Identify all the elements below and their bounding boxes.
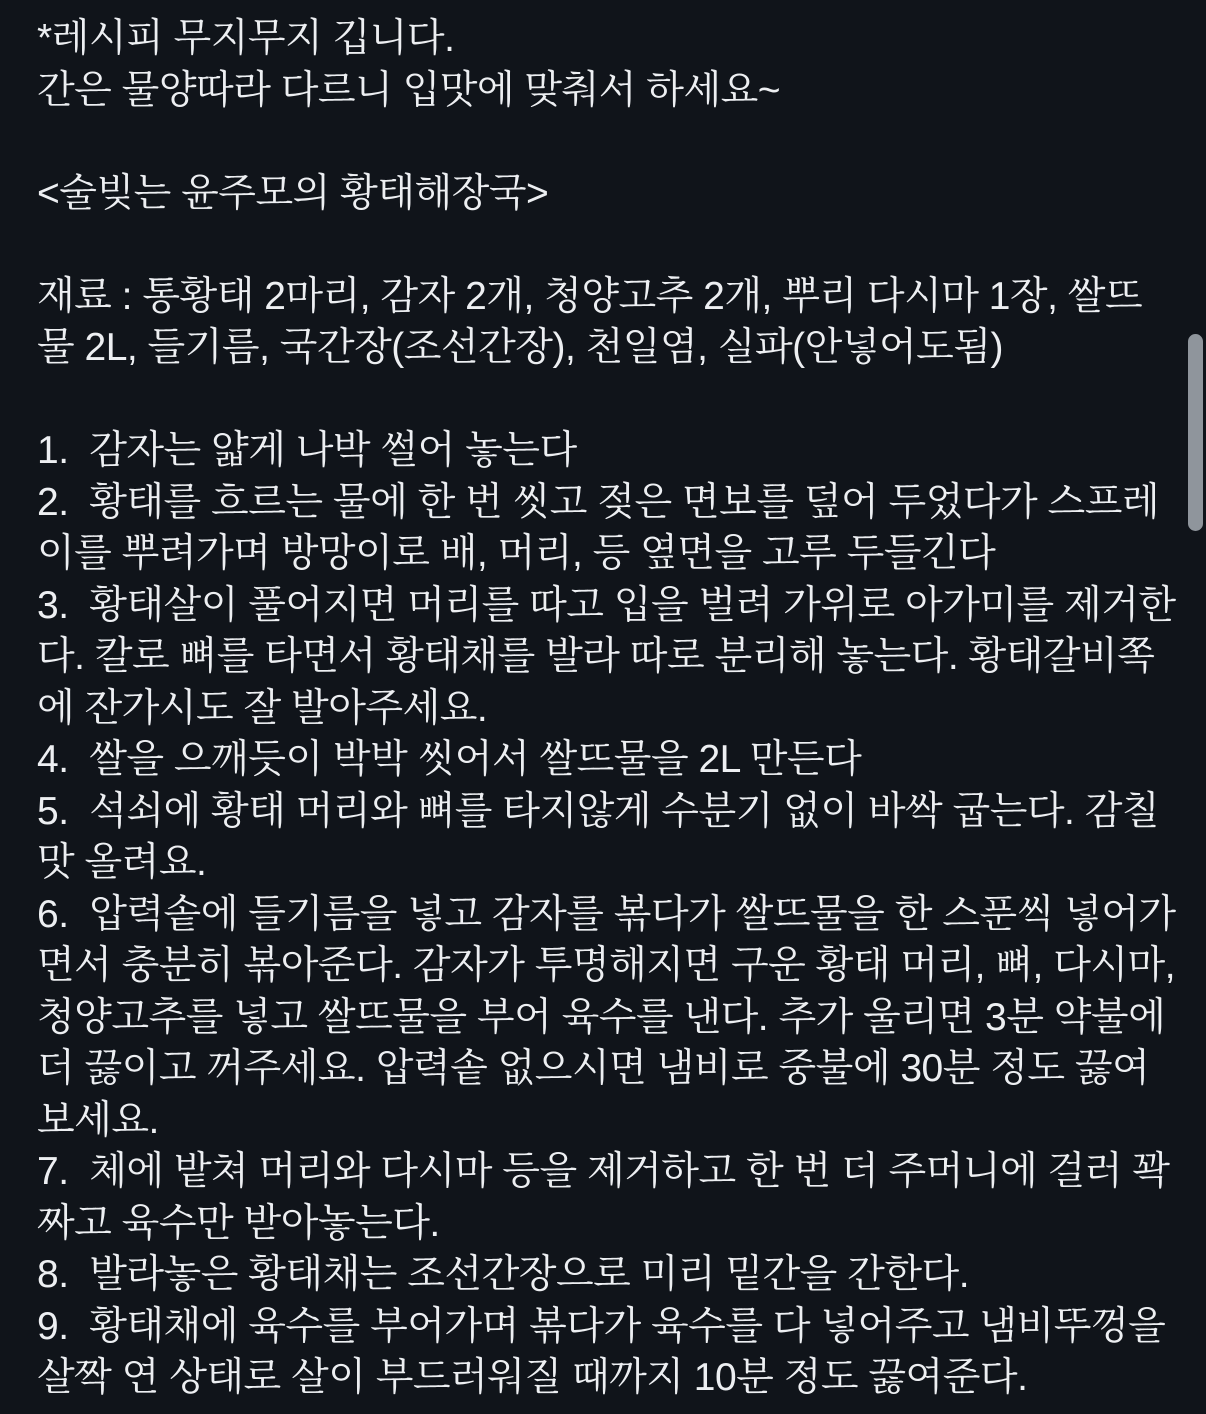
step-8: 8. 발라놓은 황태채는 조선간장으로 미리 밑간을 간한다. — [37, 1253, 970, 1296]
step-7-line-2: 짜고 육수만 받아놓는다. — [37, 1201, 440, 1245]
blank-line — [37, 116, 1172, 168]
note-line-1: *레시피 무지무지 깁니다. — [37, 17, 455, 60]
step-6-line-4: 더 끓이고 꺼주세요. 압력솥 없으시면 냄비로 중불에 30분 정도 끓여 — [37, 1047, 1150, 1090]
step-7-line-1: 7. 체에 밭쳐 머리와 다시마 등을 제거하고 한 번 더 주머니에 걸러 꽉 — [37, 1150, 1170, 1193]
ingredients-line-2: 물 2L, 들기름, 국간장(조선간장), 천일염, 실파(안넣어도됨) — [37, 326, 1004, 369]
step-6-line-2: 면서 충분히 볶아준다. 감자가 투명해지면 구운 황태 머리, 뼈, 다시마, — [37, 944, 1176, 987]
step-9-line-1: 9. 황태채에 육수를 부어가며 볶다가 육수를 다 넣어주고 냄비뚜껑을 — [37, 1304, 1166, 1348]
ingredients-line-1: 재료 : 통황태 2마리, 감자 2개, 청양고추 2개, 뿌리 다시마 1장, 쌀뜨 — [37, 274, 1143, 318]
step-9-line-2: 살짝 연 상태로 살이 부드러워질 때까지 10분 정도 끓여준다. — [37, 1356, 1028, 1399]
step-3-line-2: 다. 칼로 뼈를 타면서 황태채를 발라 따로 분리해 놓는다. 황태갈비쪽 — [37, 635, 1155, 678]
note-line-2: 간은 물양따라 다르니 입맛에 맞춰서 하세요~ — [37, 68, 781, 112]
step-3-line-1: 3. 황태살이 풀어지면 머리를 따고 입을 벌려 가위로 아가미를 제거한 — [37, 583, 1176, 627]
step-6-line-5: 보세요. — [37, 1098, 159, 1142]
step-6-line-1: 6. 압력솥에 들기름을 넣고 감자를 볶다가 쌀뜨물을 한 스푼씩 넣어가 — [37, 892, 1176, 936]
step-2-line-2: 이를 뿌려가며 방망이로 배, 머리, 등 옆면을 고루 두들긴다 — [37, 532, 996, 575]
scrollbar-thumb[interactable] — [1188, 334, 1203, 531]
step-5-line-1: 5. 석쇠에 황태 머리와 뼈를 타지않게 수분기 없이 바싹 굽는다. 감칠 — [37, 789, 1160, 833]
blank-line — [37, 374, 1172, 426]
step-1: 1. 감자는 얇게 나박 썰어 놓는다 — [37, 429, 577, 472]
blank-line — [37, 219, 1172, 271]
step-6-line-3: 청양고추를 넣고 쌀뜨물을 부어 육수를 낸다. 추가 울리면 3분 약불에 — [37, 995, 1166, 1039]
recipe-title: <술빚는 윤주모의 황태해장국> — [37, 171, 549, 215]
step-4: 4. 쌀을 으깨듯이 박박 씻어서 쌀뜨물을 2L 만든다 — [37, 738, 862, 781]
step-5-line-2: 맛 올려요. — [37, 841, 207, 884]
step-2-line-1: 2. 황태를 흐르는 물에 한 번 씻고 젖은 면보를 덮어 두었다가 스프레 — [37, 480, 1160, 524]
step-3-line-3: 에 잔가시도 잘 발아주세요. — [37, 686, 488, 730]
